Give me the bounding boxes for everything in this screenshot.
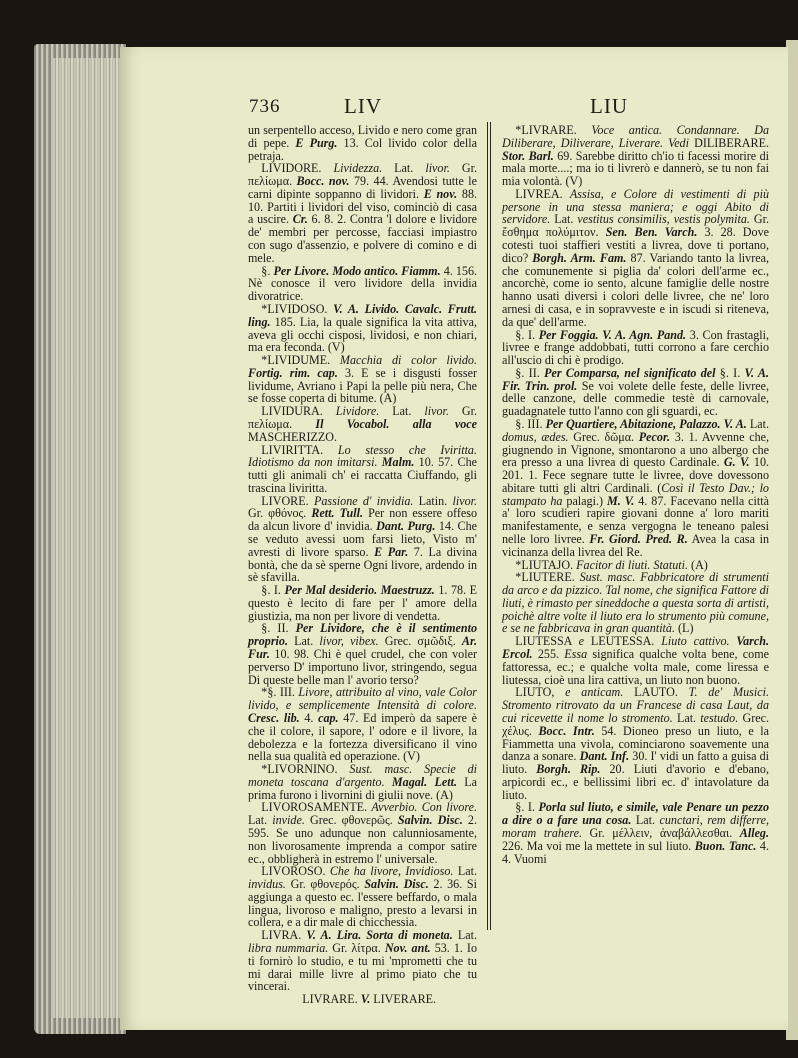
entry-italic-text: T. de' Musici. Stromento ritrovato da un Francese di casa Laut, da cui ricevette il nome lo stromento.: [502, 685, 769, 725]
entry-text: Grec. δῶμα.: [568, 429, 639, 444]
entry-italic-text: V. A. Lira. Sorta di moneta.: [306, 928, 453, 943]
entry-italic-text: Varch. Ercol.: [502, 634, 770, 662]
entry-text: §. I.: [261, 583, 285, 598]
dictionary-entry: [502, 418, 769, 559]
entry-text: 4. 4. Vuomi: [502, 838, 769, 866]
entry-text: 30. I' vidi un fatto a guisa di liuto.: [502, 749, 769, 777]
entry-text: §. I.: [515, 800, 539, 815]
entry-italic-text: Voce antica. Condannare. Da Diliberare, Diliverare, Liverare. Vedi: [502, 123, 769, 150]
entry-text: 14. Che se veduto avessi uom farsi lieto, Visto m' avresti di livore sparso.: [248, 519, 477, 559]
entry-text: Lat.: [248, 813, 273, 828]
entry-text: DILIBERARE.: [688, 135, 769, 150]
entry-text: 69. Sarebbe diritto ch'io ti facessi morire di mala morte....; ma io ti livrerò e dannerò, se tu non fai mia volontà. (V): [502, 148, 769, 189]
entry-text: LIVREA.: [515, 186, 570, 201]
entry-text: Latin.: [413, 493, 453, 508]
entry-text: Lat.: [631, 813, 660, 828]
entry-text: LIVRARE.: [302, 992, 361, 1007]
entry-text: 2. 36. Si aggiunga a questo ec. l'essere beffardo, o mala lingua, livoroso e maligno, presto a levarsi in collera, e a dir male di chicchessia.: [248, 877, 477, 930]
dictionary-entry: [248, 686, 477, 763]
entry-text: 3. Con frastagli, livree e frange addobbati, tutti corrono a fare cerchio all'uscio di chi è prodigo.: [502, 327, 770, 368]
entry-text: 1. 78. E questo è lecito di fare per l' amore della giustizia, ma non per livore di vendetta.: [248, 583, 478, 623]
entry-italic-text: Lividore.: [335, 404, 380, 419]
entry-text: *LIVIDOSO.: [261, 301, 334, 316]
entry-text: *LIUTAJO.: [515, 557, 577, 572]
entry-text: Avea la casa in vicinanza della livrea del Re.: [502, 532, 769, 559]
entry-text: Se voi volete delle feste, delle livree, delle canzone, delle commedie testè di carnovale, guadagnatele tutto l'anno con gli sguardi, ec.: [502, 378, 769, 419]
entry-italic-text: Bocc. Intr.: [538, 723, 595, 738]
dictionary-entry: [248, 763, 477, 801]
entry-italic-text: Sen. Ben. Varch.: [605, 225, 698, 240]
entry-text: LIVRA.: [261, 928, 307, 943]
entry-text: 88. 10. Partiti i lividori del viso, cominciò di casa a uscire.: [248, 186, 478, 227]
entry-text: 255.: [532, 647, 565, 662]
entry-italic-text: Stor. Barl.: [502, 148, 554, 163]
dictionary-entry: [248, 162, 477, 264]
entry-italic-text: G. V.: [723, 455, 750, 470]
entry-text: 3. E se i disgusti fosser lividume, Avriano i Papi la pelle più nera, Che se fosse coperta di bitume. (A): [248, 365, 477, 406]
entry-text: LIVIRITTA.: [261, 442, 338, 457]
entry-italic-text: Passione d' invidia.: [313, 493, 414, 508]
entry-italic-text: Malm.: [381, 455, 415, 470]
entry-text: LIUTO,: [515, 685, 566, 700]
entry-italic-text: libra nummaria.: [248, 941, 329, 955]
entry-italic-text: Assisa, e Colore di vestimenti di più persone in una stessa maniera; e oggi Abito di servidore.: [502, 186, 769, 227]
entry-text: Gr. πελίωμα.: [248, 404, 477, 431]
entry-italic-text: Borgh. Rip.: [536, 762, 601, 777]
entry-italic-text: Essa: [564, 647, 588, 662]
dictionary-entry: [502, 686, 769, 801]
entry-italic-text: Per Quartiere, Abitazione, Palazzo. V. A.: [545, 416, 747, 431]
entry-italic-text: Per Foggia. V. A. Agn. Pand.: [538, 327, 687, 342]
entry-text: 7. La divina bontà, che da sè sperne Ogni livore, ardendo in sè sfavilla.: [248, 544, 477, 585]
entry-text: Lat.: [382, 161, 426, 176]
entry-italic-text: Borgh. Arm. Fam.: [532, 250, 627, 265]
dictionary-entry: [248, 865, 477, 929]
entry-text: Gr. φθονερός.: [285, 877, 365, 892]
entry-text: §. III.: [515, 416, 546, 431]
dictionary-entry: [248, 354, 477, 405]
entry-italic-text: V.: [360, 992, 371, 1007]
entry-text: Lat.: [453, 864, 477, 879]
entry-text: 185. Lia, la quale significa la vita attiva, aveva gli occhi cisposi, lividosi, e non chiari, ma era feconda. (V): [248, 314, 477, 355]
entry-italic-text: Lividezza.: [333, 161, 383, 176]
entry-italic-text: Sust. masc. Specie di moneta toscana d'argento.: [248, 762, 477, 789]
entry-text: LIVOROSAMENTE.: [261, 800, 372, 815]
entry-italic-text: Facitor di liuti. Statuti.: [576, 557, 689, 572]
entry-text: *§. III.: [261, 685, 299, 700]
entry-italic-text: testudo.: [700, 710, 739, 725]
entry-text: §. II.: [261, 621, 296, 636]
entry-italic-text: Bocc. nov.: [296, 174, 350, 189]
entry-text: Gr. πελίωμα.: [248, 161, 477, 189]
entry-text: Lat.: [672, 710, 701, 725]
dictionary-entry: [502, 188, 769, 329]
entry-italic-text: domus, ædes.: [502, 429, 569, 444]
entry-text: §. I.: [515, 327, 539, 342]
dictionary-entry: [248, 929, 477, 993]
entry-italic-text: invide.: [272, 813, 305, 828]
entry-text: 10. 57. Che tutti gli animali ch' ei raccatta Ciuffando, gli trascina liviritta.: [248, 455, 477, 495]
page-number: 736: [249, 96, 281, 117]
entry-text: 226. Ma voi me la mettete in sul liuto.: [502, 838, 695, 853]
entry-text: 6. 8. 2. Contra 'l dolore e lividore de' membri per percosse, facciasi impiastro con sugo d'assenzio, e polvere di comino e di mele.: [248, 212, 477, 265]
entry-italic-text: livor.: [425, 161, 450, 176]
entry-text: LEUTESSA.: [583, 634, 662, 649]
entry-text: 13. Col livido color della petraja.: [248, 135, 478, 163]
entry-italic-text: Per Mal desiderio. Maestruzz.: [284, 583, 435, 598]
entry-text: §. I.: [715, 365, 745, 380]
entry-italic-text: Salvin. Disc.: [364, 877, 429, 892]
entry-italic-text: Ar. Fur.: [248, 634, 478, 662]
entry-text: §. II.: [515, 365, 545, 380]
entry-italic-text: Nov. ant.: [384, 941, 431, 955]
entry-italic-text: livor.: [452, 493, 478, 508]
entry-text: LAUTO.: [623, 685, 689, 700]
dictionary-entry: [502, 635, 769, 686]
entry-italic-text: e: [578, 634, 584, 649]
entry-text: La prima furono i livornini di giulii nove. (A): [248, 774, 478, 802]
entry-text: MASCHERIZZO.: [248, 429, 338, 444]
entry-text: 47. Ed imperò da sapere è che il colore, il sapore, l' odore e il livore, la debolezza e la fortezza diversificano il vino nella sua qualità ed operazione. (V): [248, 710, 477, 764]
entry-italic-text: V. A. Fir. Trin. prol.: [502, 365, 769, 393]
entry-text: Grec. χέλυς.: [502, 710, 769, 738]
entry-italic-text: Liuto cattivo.: [661, 634, 737, 649]
entry-italic-text: Fortig. rim. cap.: [248, 365, 338, 380]
entry-italic-text: Macchia di color livido.: [339, 353, 477, 368]
entry-italic-text: e anticam.: [565, 685, 624, 700]
entry-italic-text: Livore, attribuito al vino, vale Color livido, e semplicemente Intensità di colore.: [248, 685, 477, 713]
entry-text: 79. 44. Avendosi tutte le carni dipinte soppanno di lividori.: [248, 174, 477, 201]
entry-text: (L): [675, 621, 694, 636]
entry-text: palagi.): [562, 493, 607, 508]
entry-text: Gr. ἔσθημα πολύμιτον.: [502, 212, 769, 240]
entry-text: *LIVIDUME.: [261, 353, 340, 368]
entry-italic-text: Alleg.: [739, 825, 770, 840]
entry-italic-text: livor, vibex.: [319, 634, 379, 649]
entry-text: 54. Dioneo preso un liuto, e la Fiammetta una vivola, cominciarono soavemente una danza a sonare.: [502, 723, 769, 764]
running-head-left: LIV: [344, 94, 382, 118]
entry-text: 2. 595. Se uno adunque non calunniosamente, non livorosamente imprenda a compor satire ec., obbligherà in estremo l' universale.: [248, 813, 477, 866]
entry-text: Lat.: [550, 212, 578, 227]
entry-italic-text: Avverbio. Con livore.: [371, 800, 477, 815]
entry-italic-text: Il Vocabol. alla voce: [315, 416, 477, 431]
entry-text: LIVERARE.: [370, 992, 437, 1007]
entry-italic-text: Rett. Tull.: [311, 506, 364, 521]
entry-italic-text: Buon. Tanc.: [694, 838, 757, 853]
entry-text: 3. 28. Dove cotesti tuoi staffieri vestiti a livrea, dove ti portano, dico?: [502, 225, 769, 265]
entry-text: (A): [688, 557, 708, 572]
entry-italic-text: vestitus consimilis, vestis polymita.: [577, 212, 750, 227]
entry-text: 10. 98. Chi è quel crudel, che con voler perverso D' importuno livor, stringendo, segua Di queste belle man l' avorio terso?: [248, 647, 477, 687]
entry-text: Gr. λίτρα.: [328, 941, 385, 955]
entry-text: 20. Liuti d'avorio e d'ebano, arpicordi ec., e bellissimi libri ec. d' intavolature da liuto.: [502, 762, 769, 802]
column-divider-rule: [487, 122, 491, 930]
entry-italic-text: livor.: [424, 404, 449, 419]
entry-italic-text: Così il Testo Dav.; lo stampato ha: [502, 480, 769, 508]
entry-text: LIVIDORE.: [261, 161, 334, 176]
dictionary-entry: [502, 801, 769, 865]
entry-italic-text: E nov.: [423, 186, 458, 201]
entry-italic-text: Lo stesso che Iviritta. Idiotismo da non imitarsi.: [248, 442, 478, 470]
entry-text: 4. 156. Nè conosce il vero lividore della invidia divoratrice.: [248, 263, 478, 304]
entry-text: Grec. σμῶδιξ.: [378, 634, 462, 649]
dictionary-entry: [248, 584, 477, 622]
entry-italic-text: cap.: [318, 710, 339, 725]
book-page-edges-inner: [52, 58, 124, 1018]
entry-text: LIVOROSO.: [261, 864, 330, 879]
entry-italic-text: Salvin. Disc.: [397, 813, 463, 828]
entry-text: *LIUTERE.: [515, 570, 580, 585]
entry-text: LIVIDURA.: [261, 404, 336, 419]
dictionary-entry: [248, 303, 477, 354]
entry-text: 53. 1. Io ti fornirò lo studio, e tu mi 'mprometti che tu mi darai mille livre al primo piato che tu vincerai.: [248, 941, 477, 994]
dictionary-entry: [248, 405, 477, 443]
entry-italic-text: Per Livore. Modo antico. Fiamm.: [273, 263, 441, 278]
entry-text: Gr. μέλλειν, ἀναβάλλεσθαι.: [582, 825, 740, 840]
entry-text: *LIVORNINO.: [261, 762, 350, 777]
entry-italic-text: cunctari, rem differre, moram trahere.: [502, 813, 769, 840]
entry-text: LIUTESSA: [515, 634, 579, 649]
entry-italic-text: V. A. Livido. Cavalc. Frutt. ling.: [248, 301, 477, 329]
entry-text: §.: [261, 263, 274, 278]
entry-text: Lat.: [379, 404, 425, 419]
entry-text: Grec. φθονερῶς.: [304, 813, 398, 828]
entry-italic-text: Fr. Giord. Pred. R.: [589, 532, 688, 546]
entry-text: 4.: [299, 710, 319, 725]
entry-text: Lat.: [452, 928, 477, 943]
left-column: [248, 124, 477, 1006]
dictionary-entry: [248, 265, 477, 303]
dictionary-entry: [502, 571, 769, 635]
entry-italic-text: M. V.: [606, 493, 635, 508]
entry-italic-text: Per Comparsa, nel significato del: [544, 365, 716, 380]
entry-text: 87. Variando tanto la livrea, che comunemente si piglia da' colori dell'arme ec., ancorchè, come io sento, alcune famiglie delle nostre hanno usati diversi i colori delle livree, che ne' loro arnesi di casa, e in sopravveste e in iscudi si riteneva, da que' dell'arme.: [502, 250, 769, 329]
entry-italic-text: invidus.: [248, 877, 286, 892]
entry-italic-text: Cr.: [292, 212, 308, 227]
dictionary-entry: [248, 124, 477, 162]
entry-text: 4. 87. Facevano nella città a' loro scudieri rapire giovani donne a' loro mariti manifestamente, e senza vergogna le teneano palesi nelle loro livree.: [502, 493, 769, 546]
running-head-right: LIU: [590, 94, 628, 118]
entry-italic-text: Per Lividore, che è il sentimento proprio.: [248, 621, 477, 649]
entry-italic-text: E Purg.: [295, 135, 338, 150]
entry-italic-text: Cresc. lib.: [248, 710, 300, 725]
entry-italic-text: Porla sul liuto, e simile, vale Penare un pezzo a dire o a fare una cosa.: [502, 800, 769, 828]
dictionary-entry: [248, 622, 477, 686]
entry-text: Lat.: [287, 634, 320, 649]
dictionary-entry: [502, 124, 769, 188]
right-column: [502, 124, 769, 865]
entry-italic-text: Dant. Inf.: [579, 749, 630, 764]
entry-text: 10. 201. 1. Fece segnare tutte le livree, dove dovessono abitare tutti gli altri Cardinali. (: [502, 455, 770, 495]
dictionary-entry: [248, 993, 477, 1006]
entry-text: Lat.: [746, 416, 769, 431]
entry-text: un serpentello acceso, Livido e nero come gran di pepe.: [248, 123, 477, 150]
entry-italic-text: Dant. Purg.: [376, 519, 436, 534]
dictionary-entry: [248, 444, 477, 495]
entry-text: *LIVRARE.: [515, 123, 592, 137]
entry-italic-text: Che ha livore, Invidioso.: [329, 864, 454, 879]
entry-text: Gr. φθόνος.: [248, 506, 312, 521]
entry-italic-text: Magal. Lett.: [391, 774, 457, 789]
dictionary-entry: [502, 329, 769, 367]
dictionary-entry: [248, 495, 477, 584]
entry-text: LIVORE.: [261, 493, 314, 508]
entry-text: 3. 1. Avvenne che, giugnendo in Vignone, smontarono a uno albergo che era presso a una livrea di questo Cardinale.: [502, 429, 770, 470]
entry-text: Per non essere offeso da alcun livore d' invidia.: [248, 506, 478, 534]
dictionary-entry: [502, 367, 769, 418]
dictionary-entry: [248, 801, 477, 865]
entry-italic-text: Sust. masc. Fabbricatore di strumenti da arco e da pizzico. Tal nome, che significa Fattore di liuti, è rimasto per sineddoche a questa sorta di artisti, poichè altre volte il liuto era lo strumento più comune, e se ne fabbricava in gran quantità.: [502, 570, 769, 636]
entry-italic-text: E Par.: [374, 544, 409, 559]
entry-text: significa qualche volta bene, come fattoressa, ec.; e qualche volta male, come liressa e liutessa, cioè una lira cattiva, un liuto non buono.: [502, 647, 769, 687]
entry-italic-text: Pecor.: [638, 429, 671, 444]
